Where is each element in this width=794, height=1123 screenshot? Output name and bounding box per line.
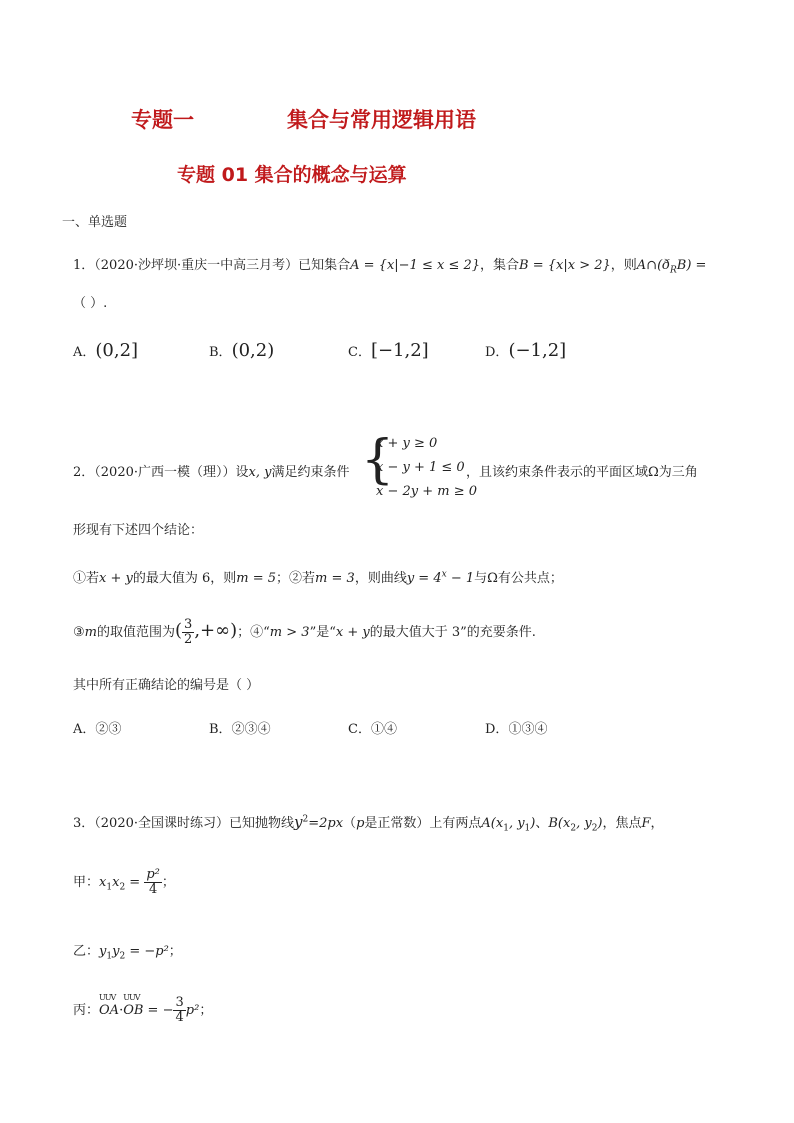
text: 、	[535, 816, 549, 831]
q1-expr2: B) =	[676, 258, 707, 273]
text: ，则曲线	[354, 571, 407, 586]
q3-yi	[73, 940, 182, 962]
math: )	[530, 816, 536, 831]
q2-constraint-1: x + y ≥ 0	[376, 436, 438, 451]
fraction	[144, 868, 162, 897]
q2-option-d[interactable]	[485, 718, 547, 737]
fraction	[182, 618, 194, 647]
math: B(x	[548, 816, 571, 831]
option-label: C．	[348, 722, 371, 737]
option-value: (0,2)	[231, 340, 275, 361]
q1-set-b: B = {x|x > 2}	[519, 258, 611, 273]
q2-statement-2	[73, 618, 536, 647]
q2-source2: 满足约束条件	[271, 465, 350, 480]
q1-option-b[interactable]	[209, 340, 274, 361]
math: p²	[185, 1003, 200, 1018]
math: 2	[119, 882, 126, 893]
q1-expr: A∩(ð	[636, 258, 670, 273]
option-label: D．	[485, 345, 509, 360]
math: y	[99, 944, 107, 959]
q2-number: 2．	[73, 465, 95, 480]
math: y = 4	[406, 571, 442, 586]
math: ,+∞)	[194, 620, 238, 641]
math: 2	[570, 823, 577, 834]
math: , y	[576, 816, 592, 831]
text: ；	[161, 875, 175, 890]
q1-option-d[interactable]	[485, 340, 566, 361]
text: ③	[73, 625, 85, 640]
math: ·	[119, 1003, 124, 1018]
q1-number: 1．	[73, 258, 95, 273]
vector-accent: UUV	[123, 993, 140, 1002]
constraint-brace: {	[361, 430, 395, 490]
math: x	[99, 875, 107, 890]
question-1-line	[73, 254, 706, 276]
text: ①若	[73, 571, 100, 586]
q2-constraint-2: x − y + 1 ≤ 0	[376, 460, 465, 475]
math: 2	[302, 814, 309, 825]
option-label: C．	[348, 345, 371, 360]
fraction	[173, 996, 185, 1025]
math: y	[294, 813, 303, 831]
math: y	[112, 944, 120, 959]
section-heading: 一、单选题	[62, 215, 128, 230]
math: OA	[99, 1003, 120, 1018]
math: =2px	[308, 816, 344, 831]
math: x	[441, 569, 447, 580]
math: x	[112, 875, 120, 890]
option-value: (−1,2]	[508, 340, 567, 361]
q2-constraint-3: x − 2y + m ≥ 0	[376, 484, 478, 499]
q2-line2: 形现有下述四个结论：	[73, 523, 204, 538]
topic-name: 集合与常用逻辑用语	[287, 108, 476, 132]
text: ，焦点	[602, 816, 642, 831]
text: ；④“	[237, 625, 270, 640]
math: )	[597, 816, 603, 831]
math: , y	[508, 816, 525, 831]
q2-option-a[interactable]	[73, 718, 121, 737]
vector-ob	[123, 993, 144, 1018]
q2-statement-1	[73, 567, 563, 586]
math: m = 5	[236, 571, 277, 586]
option-value: ②③	[95, 722, 122, 737]
text: 是正常数）上有两点	[364, 816, 482, 831]
option-label: B．	[209, 722, 232, 737]
q3-jia	[73, 868, 175, 897]
math: 1	[503, 823, 509, 834]
denominator: 4	[148, 882, 158, 897]
option-label: A．	[73, 345, 96, 360]
numerator: 3	[175, 995, 184, 1010]
math: 2	[119, 951, 126, 962]
subtopic-title: 专题 01 集合的概念与运算	[177, 164, 407, 186]
math: 1	[106, 882, 113, 893]
q3-bing	[73, 993, 213, 1025]
option-value: (0,2]	[95, 340, 139, 361]
option-label: A．	[73, 722, 96, 737]
q2-option-c[interactable]	[348, 718, 397, 737]
q1-option-a[interactable]	[73, 340, 138, 361]
math: m	[84, 625, 97, 640]
vector-accent: UUV	[99, 993, 116, 1002]
option-label: B．	[209, 345, 232, 360]
q1-sub: R	[669, 265, 677, 276]
denominator: 4	[175, 1010, 184, 1025]
text: ”是“	[309, 625, 336, 640]
vector-oa	[99, 993, 120, 1018]
q3-source: （2020·全国课时练习）已知抛物线	[94, 816, 294, 831]
text: 与Ω有公共点；	[474, 571, 563, 586]
math: m > 3	[269, 625, 310, 640]
text: 乙：	[73, 944, 100, 959]
text: （	[343, 816, 357, 831]
math: OB	[123, 1003, 144, 1018]
option-value: ①④	[370, 722, 397, 737]
question-2-line	[73, 461, 349, 480]
q1-paren: （ ）.	[73, 296, 108, 311]
math: (	[175, 620, 183, 641]
math: 1	[524, 823, 531, 834]
math: x + y	[99, 571, 133, 586]
q2-tail: ，且该约束条件表示的平面区域Ω为三角	[466, 465, 698, 480]
math: − 1	[446, 571, 475, 586]
q3-number: 3．	[73, 816, 95, 831]
text: ；	[168, 944, 182, 959]
math: p	[356, 816, 365, 831]
q1-option-c[interactable]	[348, 340, 429, 361]
q2-vars: x, y	[248, 465, 272, 480]
text: 丙：	[73, 1003, 100, 1018]
q1-mid: ，集合	[480, 258, 520, 273]
option-value: ①③④	[508, 722, 548, 737]
math: m = 3	[315, 571, 355, 586]
math: = −p²	[125, 944, 169, 959]
math: =	[125, 875, 145, 890]
numerator: 3	[184, 617, 193, 632]
q1-source: （2020·沙坪坝·重庆一中高三月考）已知集合	[94, 258, 351, 273]
q1-mid2: ，则	[610, 258, 637, 273]
text: ，	[650, 816, 664, 831]
q2-source: （2020·广西一模（理））设	[94, 465, 249, 480]
option-value: [−1,2]	[370, 340, 429, 361]
math: = −	[143, 1003, 174, 1018]
math: F	[641, 816, 651, 831]
q2-ask: 其中所有正确结论的编号是（ ）	[73, 678, 260, 693]
text: 的最大值大于 3”的充要条件.	[369, 625, 536, 640]
topic-label: 专题一	[131, 108, 194, 132]
text: 的最大值为 6，则	[132, 571, 237, 586]
math: 2	[591, 823, 598, 834]
option-value: ②③④	[231, 722, 271, 737]
math: 1	[106, 951, 113, 962]
math: A(x	[481, 816, 504, 831]
math: x + y	[335, 625, 370, 640]
text: 的取值范围为	[96, 625, 175, 640]
numerator: p²	[146, 867, 160, 882]
text: ；	[199, 1003, 213, 1018]
q2-option-b[interactable]	[209, 718, 271, 737]
question-3-line	[73, 812, 664, 834]
q1-set-a: A = {x|−1 ≤ x ≤ 2}	[350, 258, 481, 273]
denominator: 2	[184, 632, 193, 647]
text: 甲：	[73, 875, 100, 890]
option-label: D．	[485, 722, 509, 737]
text: ；②若	[276, 571, 316, 586]
